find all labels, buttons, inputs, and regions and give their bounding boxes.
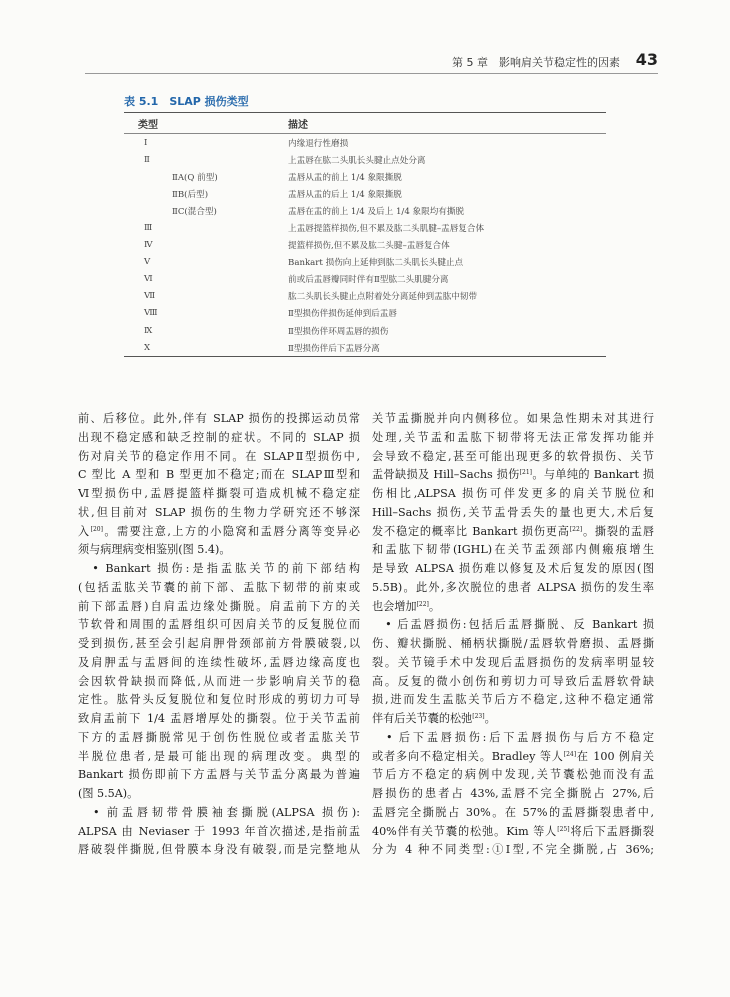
text-line: [78, 504, 360, 523]
table-cell-type: Ⅶ: [144, 291, 156, 302]
table-cell-description: Ⅱ型损伤伴损伤延伸到后盂唇: [288, 309, 397, 320]
line-text: Bankart 损伤即前下方盂唇与关节盂分离最为普遍: [78, 768, 360, 782]
text-line: [372, 748, 654, 767]
slap-table: [124, 112, 606, 357]
line-text-tail: 。撕裂的盂唇: [582, 524, 654, 538]
text-line: [78, 466, 360, 485]
line-text: 裂。关节镜手术中发现后盂唇损伤的发病率明显较: [372, 655, 654, 669]
text-line: [372, 654, 654, 673]
text-line: [78, 410, 360, 429]
line-text-tail: 。需要注意,上方的小隐窝和盂唇分离等变异必: [102, 524, 360, 538]
line-text: 分为 4 种不同类型:①Ⅰ型,不完全撕脱,占 36%;: [372, 843, 654, 857]
line-text: Hill–Sachs 损伤,关节盂骨丢失的量也更大,术后复: [372, 505, 654, 519]
line-text: 是导致 ALPSA 损伤难以修复及术后复发的原因(图: [372, 562, 654, 575]
text-line: [372, 523, 654, 542]
text-line: [78, 448, 360, 467]
text-line: [78, 766, 360, 785]
text-line: [372, 560, 654, 579]
table-cell-description: Ⅱ型损伤伴后下盂唇分离: [288, 343, 380, 354]
line-text-tail: 。与单纯的 Bankart 损: [532, 468, 654, 482]
text-line: [78, 691, 360, 710]
citation-ref: [22]: [569, 525, 583, 533]
text-line: [372, 541, 654, 560]
line-text: 和盂肱下韧带(IGHL)在关节盂颈部内侧瘢痕增生: [372, 543, 654, 557]
table-row: [124, 151, 606, 168]
table-cell-description: 提篮样损伤,但不累及肱二头腱–盂唇复合体: [288, 241, 450, 252]
text-line: [78, 560, 360, 579]
line-text: Ⅵ型损伤中,盂唇提篮样撕裂可造成机械不稳定症: [78, 487, 360, 500]
line-text: • 前盂唇韧带骨膜袖套撕脱(ALPSA 损伤):: [78, 805, 360, 819]
left-text-column: [78, 410, 360, 860]
table-cell-description: 上盂唇提篮样损伤,但不累及肱二头肌腱–盂唇复合体: [288, 224, 485, 235]
line-text: C 型比 A 型和 B 型更加不稳定;而在 SLAPⅢ型和: [78, 468, 360, 482]
text-line: [372, 616, 654, 635]
page-header: [0, 0, 730, 80]
line-text: 损,进而发生盂肱关节后方不稳定,这种不稳定通常: [372, 693, 654, 707]
table-row: [124, 185, 606, 202]
citation-ref: [20]: [90, 525, 103, 533]
text-line: [78, 616, 360, 635]
text-line: [78, 523, 360, 542]
text-line: [372, 598, 654, 617]
text-line: [372, 766, 654, 785]
line-text: 状,但目前对 SLAP 损伤的生物力学研究还不够深: [78, 505, 360, 519]
table-cell-type: ⅡA(Q 前型): [172, 172, 218, 183]
table-row: [124, 254, 606, 271]
table-cell-type: Ⅳ: [144, 240, 153, 251]
text-line: [78, 485, 360, 504]
table-cell-description: 上盂唇在肱二头肌长头腱止点处分离: [288, 155, 426, 166]
line-text: 及肩胛盂与盂唇间的连续性破坏,盂唇边缘高度也: [78, 655, 360, 669]
page-number: 43: [635, 50, 658, 69]
text-line: [372, 504, 654, 523]
line-text: 伴有后关节囊的松弛: [372, 712, 473, 725]
text-line: [78, 579, 360, 598]
text-line: [78, 635, 360, 654]
table-cell-type: Ⅹ: [144, 342, 151, 353]
line-text: 会导致不稳定,甚至可能出现更多的软骨损伤、关节: [372, 449, 654, 463]
table-row: [124, 168, 606, 185]
line-text: 定性。肱骨头反复脱位和复位时形成的剪切力可导: [78, 693, 360, 707]
line-text: 会因软骨缺损而降低,从而进一步影响肩关节的稳: [78, 674, 360, 688]
line-text: 节软骨和周围的盂唇组织可因肩关节的反复脱位而: [78, 618, 360, 632]
line-text: 5.5B)。此外,多次脱位的患者 ALPSA 损伤的发生率: [372, 580, 654, 594]
text-line: [78, 710, 360, 729]
text-line: [78, 748, 360, 767]
text-line: [372, 823, 654, 842]
table-row: [124, 271, 606, 288]
line-text: 下方的盂唇撕脱常见于创伤性脱位或者盂肱关节: [78, 730, 360, 744]
table-row: [124, 134, 606, 151]
line-text: 须与病理病变相鉴别(图 5.4)。: [78, 543, 231, 557]
table-row: [124, 219, 606, 236]
column-header-description: 描述: [288, 119, 308, 131]
table-cell-type: Ⅷ: [144, 308, 158, 319]
line-text: 唇破裂伴撕脱,但骨膜本身没有破裂,而是完整地从: [78, 843, 360, 857]
line-text: 也会增加: [372, 599, 417, 613]
table-row: [124, 339, 606, 356]
text-line: [78, 841, 360, 860]
line-text: 或者多向不稳定相关。Bradley 等人: [372, 749, 564, 763]
line-text: 入: [78, 524, 91, 538]
table-cell-type: Ⅴ: [144, 257, 151, 268]
citation-ref: [24]: [563, 750, 577, 758]
table-cell-type: Ⅲ: [144, 223, 153, 234]
line-text: 节后方不稳定的病例中发现,关节囊松弛而没有盂: [372, 768, 654, 782]
table-cell-type: ⅡB(后型): [172, 189, 209, 200]
line-text: 前下部盂唇)自肩盂边缘处撕脱。肩盂前下方的关: [78, 599, 360, 613]
text-line: [372, 429, 654, 448]
line-text: 出现不稳定感和缺乏控制的症状。不同的 SLAP 损: [78, 430, 360, 444]
citation-ref: [23]: [472, 713, 485, 720]
line-text: 盂唇完全撕脱占 30%。在 57%的盂唇撕裂患者中,: [372, 805, 654, 819]
line-text: 唇损伤的患者占 43%,盂唇不完全撕脱占 27%,后: [372, 787, 654, 800]
text-line: [372, 410, 654, 429]
table-cell-description: 前或后盂唇瓣同时伴有Ⅱ型肱二头肌腱分离: [288, 275, 449, 286]
text-line: [372, 710, 654, 729]
table-row: [124, 305, 606, 322]
line-text: 高。反复的微小创伤和剪切力可导致后盂唇软骨缺: [372, 674, 654, 688]
table-caption: 表 5.1 SLAP 损伤类型: [124, 95, 249, 108]
table-header-row: [124, 113, 606, 134]
table-cell-description: Bankart 损伤向上延伸到肱二头肌长头腱止点: [288, 258, 464, 269]
text-line: [372, 635, 654, 654]
text-line: [372, 448, 654, 467]
text-line: [372, 729, 654, 748]
table-row: [124, 237, 606, 254]
text-line: [372, 485, 654, 504]
line-text: 半脱位患者,是最可能出现的病理改变。典型的: [78, 749, 360, 763]
line-text-tail: 将后下盂唇撕裂: [569, 824, 654, 838]
line-text: 40%伴有关节囊的松弛。Kim 等人: [372, 824, 558, 838]
line-text: 关节盂撕脱并向内侧移位。如果急性期未对其进行: [372, 412, 654, 425]
table-cell-description: 内缘退行性磨损: [288, 138, 349, 149]
line-text-tail: 。: [428, 599, 441, 613]
line-text: 伤对肩关节的稳定作用不同。在 SLAPⅡ型损伤中,: [78, 449, 360, 463]
table-cell-type: Ⅵ: [144, 274, 153, 285]
text-line: [78, 429, 360, 448]
line-text: 前、后移位。此外,伴有 SLAP 损伤的投掷运动员常: [78, 412, 360, 425]
line-text: 盂骨缺损及 Hill–Sachs 损伤: [372, 468, 520, 482]
line-text-tail: 。: [484, 712, 496, 725]
text-line: [78, 654, 360, 673]
line-text: 伤、瓣状撕脱、桶柄状撕脱/盂唇软骨磨损、盂唇撕: [372, 637, 654, 650]
header-rule: [85, 73, 658, 74]
table-cell-type: Ⅸ: [144, 325, 153, 336]
line-text: (包括盂肱关节囊的前下部、盂肱下韧带的前束或: [78, 580, 360, 594]
text-line: [78, 729, 360, 748]
line-text: • 后盂唇损伤:包括后盂唇撕脱、反 Bankart 损: [372, 618, 654, 632]
table-cell-type: Ⅰ: [144, 137, 148, 148]
table-row: [124, 202, 606, 219]
table-cell-description: 盂唇从盂的后上 1/4 象限撕脱: [288, 189, 402, 200]
line-text: 伤相比,ALPSA 损伤可伴发更多的肩关节脱位和: [372, 487, 654, 500]
text-line: [372, 841, 654, 860]
line-text: (图 5.5A)。: [78, 787, 139, 800]
chapter-title: 第 5 章 影响肩关节稳定性的因素: [452, 56, 620, 69]
column-header-type: 类型: [138, 119, 158, 131]
citation-ref: [21]: [519, 469, 532, 477]
table-row: [124, 322, 606, 339]
table-row: [124, 288, 606, 305]
table-cell-description: 肱二头肌长头腱止点附着处分离延伸到盂肱中韧带: [288, 292, 478, 303]
table-cell-description: Ⅱ型损伤伴环周盂唇的损伤: [288, 326, 389, 337]
text-line: [372, 579, 654, 598]
line-text: 致肩盂前下 1/4 盂唇增厚处的撕裂。位于关节盂前: [78, 712, 360, 725]
text-line: [78, 598, 360, 617]
line-text: ALPSA 由 Neviaser 于 1993 年首次描述,是指前盂: [78, 824, 360, 838]
line-text: • 后下盂唇损伤:后下盂唇损伤与后方不稳定: [372, 730, 654, 744]
text-line: [372, 804, 654, 823]
line-text: 发不稳定的概率比 Bankart 损伤更高: [372, 524, 570, 538]
text-line: [78, 823, 360, 842]
text-line: [78, 673, 360, 692]
line-text: 处理,关节盂和盂肱下韧带将无法正常发挥功能并: [372, 430, 654, 444]
citation-ref: [25]: [557, 825, 570, 833]
line-text: 受到损伤,甚至会引起肩胛骨颈部前方骨膜破裂,以: [78, 637, 360, 650]
text-line: [372, 466, 654, 485]
table-cell-description: 盂唇在盂的前上 1/4 及后上 1/4 象限均有撕脱: [288, 206, 465, 217]
text-line: [78, 785, 360, 804]
citation-ref: [22]: [416, 600, 429, 608]
table-cell-description: 盂唇从盂的前上 1/4 象限撕脱: [288, 172, 402, 183]
table-cell-type: Ⅱ: [144, 154, 150, 165]
text-line: [78, 541, 360, 560]
text-line: [372, 785, 654, 804]
text-line: [372, 673, 654, 692]
right-text-column: [372, 410, 654, 860]
line-text-tail: 在 100 例肩关: [576, 749, 654, 763]
text-line: [372, 691, 654, 710]
table-cell-type: ⅡC(混合型): [172, 206, 217, 217]
line-text: • Bankart 损伤:是指盂肱关节的前下部结构: [78, 562, 360, 575]
text-line: [78, 804, 360, 823]
table-body: [124, 134, 606, 356]
